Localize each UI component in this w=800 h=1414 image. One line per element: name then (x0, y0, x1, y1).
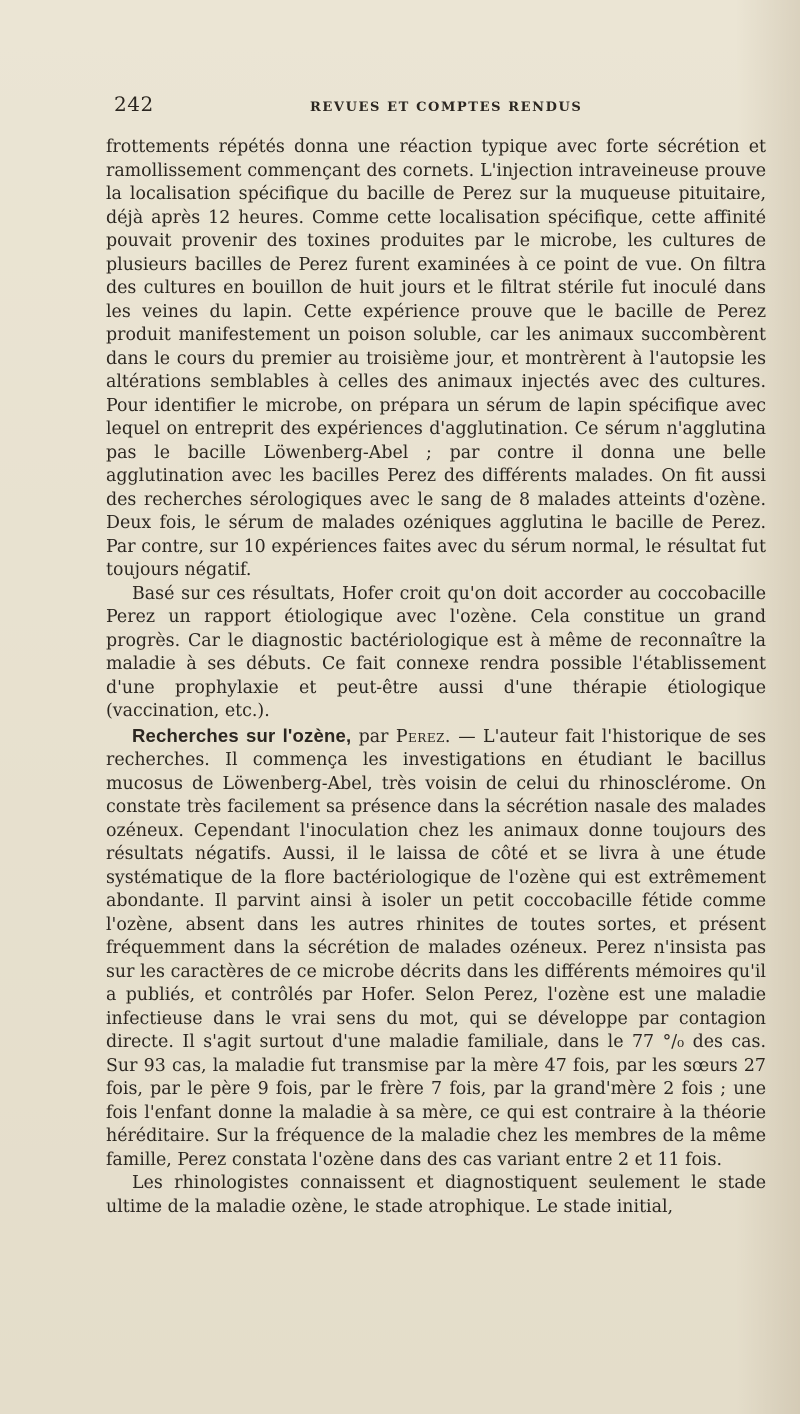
body-text (106, 136, 766, 1219)
paragraph-3 (106, 724, 766, 1173)
paragraph-3-body: — L'auteur fait l'historique de ses recherches. Il commença les investigations en étudiant le bacillus mucosus de Löwenberg-Abel, très voisin de celui du rhinosclérome. On constate très facilement sa présence dans la sécrétion nasale des malades ozéneux. Cependant l'inoculation chez les animaux donne toujours des résultats négatifs. Aussi, il le laissa de côté et se livra à une étude systématique de la flore bactériologique de l'ozène qui est extrêmement abondante. Il parvint ainsi à isoler un petit coccobacille fétide comme l'ozène, absent dans les autres rhinites de toutes sortes, et présent fréquemment dans la sécrétion de malades ozéneux. Perez n'insista pas sur les caractères de ce microbe décrits dans les différents mémoires qu'il a publiés, et contrôlés par Hofer. Selon Perez, l'ozène est une maladie infectieuse dans le vrai sens du mot, qui se développe par contagion directe. Il s'agit surtout d'une maladie familiale, dans le 77 °/₀ des cas. Sur 93 cas, la maladie fut transmise par la mère 47 fois, par les sœurs 27 fois, par le père 9 fois, par le frère 7 fois, par la grand'mère 2 fois ; une fois l'enfant donne la maladie à sa mère, ce qui est contraire à la théorie héréditaire. Sur la fréquence de la maladie chez les membres de la même famille, Perez constata l'ozène dans des cas variant entre 2 et 11 fois. (106, 726, 767, 1170)
paragraph-4: Les rhinologistes connaissent et diagnostiquent seulement le stade ultime de la maladie ozène, le stade atrophique. Le stade initial, (106, 1173, 766, 1217)
paragraph-1: frottements répétés donna une réaction typique avec forte sécrétion et ramollissement commençant des cornets. L'injection intraveineuse prouve la localisation spécifique du bacille de Perez sur la muqueuse pituitaire, déjà après 12 heures. Comme cette localisation spécifique, cette affinité pouvait provenir des toxines produites par le microbe, les cultures de plusieurs bacilles de Perez furent examinées à ce point de vue. On filtra des cultures en bouillon de huit jours et le filtrat stérile fut inoculé dans les veines du lapin. Cette expérience prouve que le bacille de Perez produit manifestement un poison soluble, car les animaux succombèrent dans le cours du premier au troisième jour, et montrèrent à l'autopsie les altérations semblables à celles des animaux injectés avec des cultures. Pour identifier le microbe, on prépara un sérum de lapin spécifique avec lequel on entreprit des expériences d'agglutination. Ce sérum n'agglutina pas le bacille Löwenberg-Abel ; par contre il donna une belle agglutination avec les bacilles Perez des différents malades. On fit aussi des recherches sérologiques avec le sang de 8 malades atteints d'ozène. Deux fois, le sérum de malades ozéniques agglutina le bacille de Perez. Par contre, sur 10 expériences faites avec du sérum normal, le résultat fut toujours négatif. (106, 137, 766, 580)
section-heading: Recherches sur l'ozène, (132, 724, 352, 746)
paragraph-2: Basé sur ces résultats, Hofer croit qu'on doit accorder au coccobacille Perez un rapport étiologique avec l'ozène. Cela constitue un grand progrès. Car le diagnostic bactériologique est à même de reconnaître la maladie à ses débuts. Ce fait connexe rendra possible l'établissement d'une prophylaxie et peut-être aussi d'une thérapie étiologique (vaccination, etc.). (106, 583, 766, 721)
page-header (114, 92, 774, 120)
author-name: Perez. (395, 726, 451, 747)
running-title: REVUES ET COMPTES RENDUS (310, 100, 583, 115)
byline-par: par (351, 726, 396, 747)
page-number: 242 (114, 92, 154, 116)
